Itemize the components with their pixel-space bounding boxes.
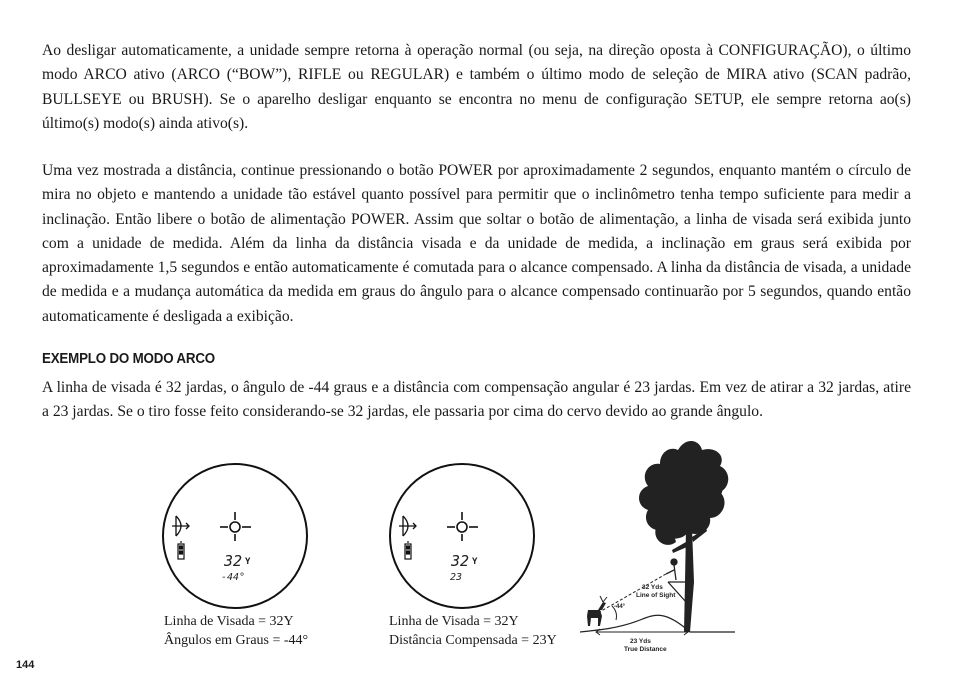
display-angle-degrees <box>162 460 308 612</box>
paragraph-bow-mode-example: A linha de visada é 32 jardas, o ângulo de -44 graus e a distância com compensação angular é 23 jardas. Em vez de atirar a 32 jardas, atire a 23 jardas. Se o tiro fosse feito considerando-se 32 jardas, ele passaria por cima do cervo devido ao grande ângulo. <box>42 379 911 421</box>
page-number: 144 <box>16 659 35 671</box>
line-of-sight-value: 32 <box>224 552 243 570</box>
paragraph-auto-shutoff: Ao desligar automaticamente, a unidade sempre retorna à operação normal (ou seja, na direção oposta à CONFIGURAÇÃO), o último modo ARCO ativo (ARCO (“BOW”), RIFLE ou REGULAR) e também o último modo de seleção de MIRA ativo (SCAN padrão, BULLSEYE ou BRUSH). Se o aparelho desligar enquanto se encontra no menu de configuração SETUP, ele sempre retorna ao(s) último(s) modo(s) ainda ativo(s). <box>42 42 911 132</box>
compensated-distance-value: 23 <box>450 572 463 583</box>
line-of-sight-label-2: Line of Sight <box>636 592 676 599</box>
unit-label: Y <box>472 557 478 567</box>
true-distance-label-1: 23 Yds <box>630 638 651 645</box>
angle-label: -44° <box>614 604 626 610</box>
line-of-sight-value: 32 <box>451 552 470 570</box>
caption-angle: Ângulos em Graus = -44° <box>164 633 309 648</box>
paragraph-inclinometer: Uma vez mostrada a distância, continue pressionando o botão POWER por aproximadamente 2 segundos, enquanto mantém o círculo de mira no objeto e mantendo a unidade tão estável quanto possível para permitir que o inclinômetro tenha tempo suficiente para medir a inclinação. Então libere o botão de alimentação POWER. Assim que soltar o botão de alimentação, a linha de visada será exibida junto com a unidade de medida. Além da linha da distância visada e da unidade de medida, a inclinação em graus será exibida por aproximadamente 1,5 segundos e então automaticamente é comutada para o alcance compensado. A linha da distância de visada, a unidade de medida e a mudança automática da medida em graus do ângulo para o alcance compensado continuarão por 5 segundos, quando então automaticamente é desligada a exibição. <box>42 162 911 325</box>
caption-display-1 <box>164 612 308 650</box>
tree-icon <box>639 441 728 632</box>
caption-line-of-sight: Linha de Visada = 32Y <box>389 614 519 629</box>
caption-compensated-distance: Distância Compensada = 23Y <box>389 633 557 648</box>
distance-arrow <box>596 629 688 635</box>
unit-label: Y <box>245 557 251 567</box>
caption-line-of-sight: Linha de Visada = 32Y <box>164 614 294 629</box>
display-compensated-distance <box>389 460 535 612</box>
line-of-sight-label-1: 32 Yds <box>642 584 663 591</box>
section-heading: EXEMPLO DO MODO ARCO <box>42 351 215 367</box>
tree-stand-illustration <box>560 432 750 657</box>
true-distance-label-2: True Distance <box>624 646 667 653</box>
caption-display-2 <box>389 612 557 650</box>
angle-value: -44° <box>221 572 246 583</box>
deer-icon <box>587 596 607 626</box>
